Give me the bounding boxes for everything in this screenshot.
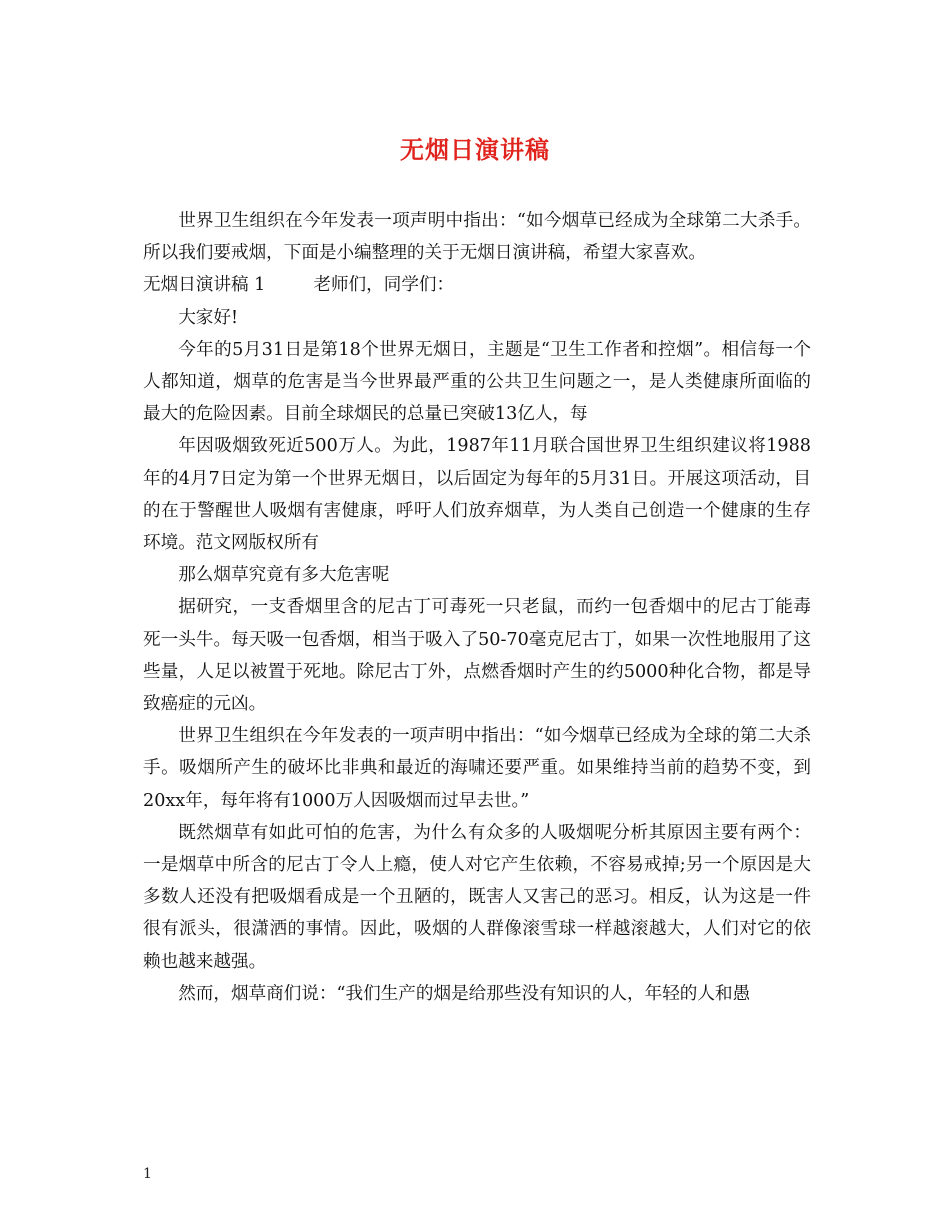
speech-heading: 无烟日演讲稿 1 <box>143 275 266 296</box>
paragraph: 据研究，一支香烟里含的尼古丁可毒死一只老鼠，而约一包香烟中的尼古丁能毒死一头牛。每天吸一包香烟，相当于吸入了50-70毫克尼古丁，如果一次性地服用了这些量，人足以被置于死地。除尼古丁外，点燃香烟时产生的约5000种化合物，都是导致癌症的元凶。 <box>143 597 811 715</box>
paragraph: 大家好! <box>178 307 239 328</box>
intro-text: 世界卫生组织在今年发表一项声明中指出：“如今烟草已经成为全球第二大杀手。所以我们要戒烟，下面是小编整理的关于无烟日演讲稿，希望大家喜欢。 <box>143 211 811 264</box>
salutation: 老师们，同学们： <box>313 275 455 296</box>
document-title: 无烟日演讲稿 <box>400 135 550 164</box>
paragraph: 然而，烟草商们说：“我们生产的烟是给那些没有知识的人，年轻的人和愚 <box>178 983 751 1004</box>
speech-heading-line <box>143 269 811 301</box>
page-number: 1 <box>143 1166 152 1182</box>
intro-paragraph <box>143 205 811 269</box>
paragraph: 世界卫生组织在今年发表的一项声明中指出：“如今烟草已经成为全球的第二大杀手。吸烟所产生的破坏比非典和最近的海啸还要严重。如果维持当前的趋势不变，到20xx年，每年将有1000万人因吸烟而过早去世。” <box>143 726 811 811</box>
document-body <box>143 205 811 1010</box>
paragraph: 今年的5月31日是第18个世界无烟日，主题是“卫生工作者和控烟”。相信每一个人都知道，烟草的危害是当今世界最严重的公共卫生问题之一，是人类健康所面临的最大的危险因素。目前全球烟民的总量已突破13亿人，每 <box>143 339 811 425</box>
paragraph: 那么烟草究竟有多大危害呢 <box>178 565 390 586</box>
paragraph: 年因吸烟致死近500万人。为此，1987年11月联合国世界卫生组织建议将1988年的4月7日定为第一个世界无烟日，以后固定为每年的5月31日。开展这项活动，目的在于警醒世人吸烟有害健康，呼吁人们放弃烟草，为人类自己创造一个健康的生存环境。范文网版权所有 <box>143 436 811 554</box>
paragraph: 既然烟草有如此可怕的危害，为什么有众多的人吸烟呢分析其原因主要有两个：一是烟草中所含的尼古丁令人上瘾，使人对它产生依赖，不容易戒掉;另一个原因是大多数人还没有把吸烟看成是一个丑陋的，既害人又害己的恶习。相反，认为这是一件很有派头，很潇洒的事情。因此，吸烟的人群像滚雪球一样越滚越大，人们对它的依赖也越来越强。 <box>143 822 811 972</box>
